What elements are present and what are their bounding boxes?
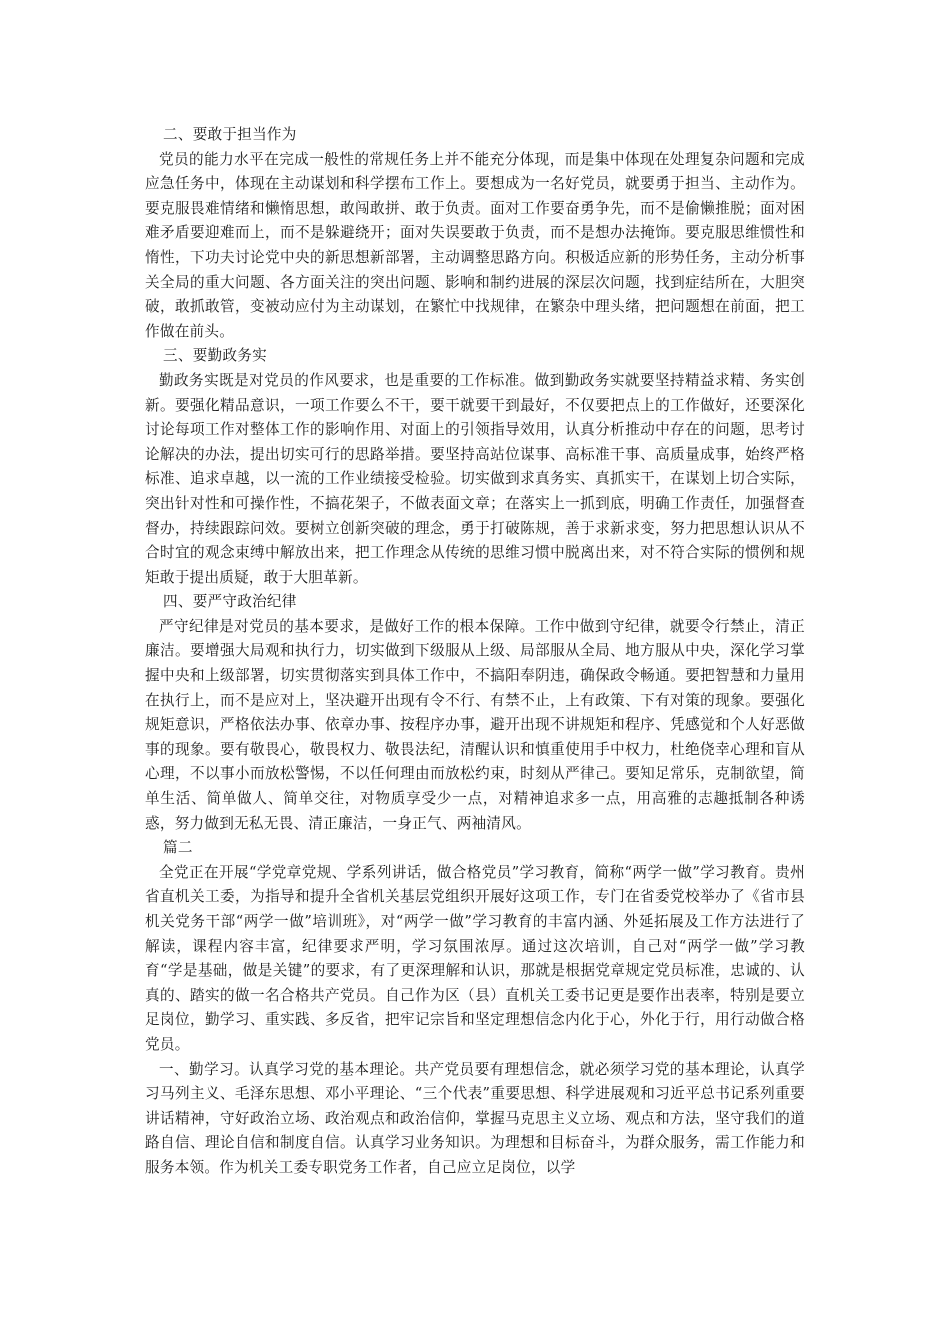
study-paragraph: 一、勤学习。认真学习党的基本理论。共产党员要有理想信念，就必须学习党的基本理论，认真学习马列主义、毛泽东思想、邓小平理论、“三个代表”重要思想、科学进展观和习近平总书记系列重要讲话精神，守好政治立场、政治观点和政治信仰，掌握马克思主义立场、观点和方法，坚守我们的道路自信、理论自信和制度自信。认真学习业务知识。为理想和目标奋斗，为群众服务，需工作能力和服务本领。作为机关工委专职党务工作者，自己应立足岗位，以学 bbox=[145, 1060, 805, 1176]
section-heading-4: 四、要严守政治纪律 bbox=[163, 593, 297, 611]
article-two-heading: 篇二 bbox=[163, 839, 193, 857]
section-paragraph-3: 勤政务实既是对党员的作风要求，也是重要的工作标准。做到勤政务实就要坚持精益求精、务实创新。要强化精品意识，一项工作要么不干，要干就要干到最好，不仅要把点上的工作做好，还要深化讨论每项工作对整体工作的影响作用、对面上的引领指导效用，认真分析推动中存在的问题，思考讨论解决的办法，提出切实可行的思路举措。要坚持高站位谋事、高标准干事、高质量成事，始终严格标准、追求卓越，以一流的工作业绩接受检验。切实做到求真务实、真抓实干，在谋划上切合实际，突出针对性和可操作性，不搞花架子，不做表面文章；在落实上一抓到底，明确工作责任，加强督查督办，持续跟踪问效。要树立创新突破的理念，勇于打破陈规，善于求新求变，努力把思想认识从不合时宜的观念束缚中解放出来，把工作理念从传统的思维习惯中脱离出来，对不符合实际的惯例和规矩敢于提出质疑，敢于大胆革新。 bbox=[145, 371, 805, 586]
section-paragraph-2: 党员的能力水平在完成一般性的常规任务上并不能充分体现，而是集中体现在处理复杂问题和完成应急任务中，体现在主动谋划和科学摆布工作上。要想成为一名好党员，就要勇于担当、主动作为。要克服畏难情绪和懒惰思想，敢闯敢拼、敢于负责。面对工作要奋勇争先，而不是偷懒推脱；面对困难矛盾要迎难而上，而不是躲避绕开；面对失误要敢于负责，而不是想办法掩饰。要克服思维惯性和惰性，下功夫讨论党中央的新思想新部署，主动调整思路方向。积极适应新的形势任务，主动分析事关全局的重大问题、各方面关注的突出问题、影响和制约进展的深层次问题，找到症结所在，大胆突破，敢抓敢管，变被动应付为主动谋划，在繁忙中找规律，在繁杂中理头绪，把问题想在前面，把工作做在前头。 bbox=[145, 150, 805, 340]
section-heading-3: 三、要勤政务实 bbox=[163, 347, 267, 365]
section-paragraph-4: 严守纪律是对党员的基本要求，是做好工作的根本保障。工作中做到守纪律，就要令行禁止，清正廉洁。要增强大局观和执行力，切实做到下级服从上级、局部服从全局、地方服从中央，深化学习掌握中央和上级部署，切实贯彻落实到具体工作中，不搞阳奉阴违，确保政令畅通。要把智慧和力量用在执行上，而不是应对上，坚决避开出现有令不行、有禁不止，上有政策、下有对策的现象。要强化规矩意识，严格依法办事、依章办事、按程序办事，避开出现不讲规矩和程序、凭感觉和个人好恶做事的现象。要有敬畏心，敬畏权力、敬畏法纪，清醒认识和慎重使用手中权力，杜绝侥幸心理和盲从心理，不以事小而放松警惕，不以任何理由而放松约束，时刻从严律己。要知足常乐，克制欲望，简单生活、简单做人、简单交往，对物质享受少一点，对精神追求多一点，用高雅的志趣抵制各种诱惑，努力做到无私无畏、清正廉洁，一身正气、两袖清风。 bbox=[145, 617, 805, 832]
article-two-intro-paragraph: 全党正在开展“学党章党规、学系列讲话，做合格党员”学习教育，简称“两学一做”学习教育。贵州省直机关工委，为指导和提升全省机关基层党组织开展好这项工作，专门在省委党校举办了《省市县机关党务干部“两学一做”培训班》，对“两学一做”学习教育的丰富内涵、外延拓展及工作方法进行了解读，课程内容丰富，纪律要求严明，学习氛围浓厚。通过这次培训，自己对“两学一做”学习教育“学是基础，做是关键”的要求，有了更深理解和认识，那就是根据党章规定党员标准，忠诚的、认真的、踏实的做一名合格共产党员。自己作为区（县）直机关工委书记更是要作出表率，特别是要立足岗位，勤学习、重实践、多反省，把牢记宗旨和坚定理想信念内化于心，外化于行，用行动做合格党员。 bbox=[145, 863, 805, 1053]
document-body bbox=[145, 123, 805, 1181]
section-heading-2: 二、要敢于担当作为 bbox=[163, 126, 297, 143]
